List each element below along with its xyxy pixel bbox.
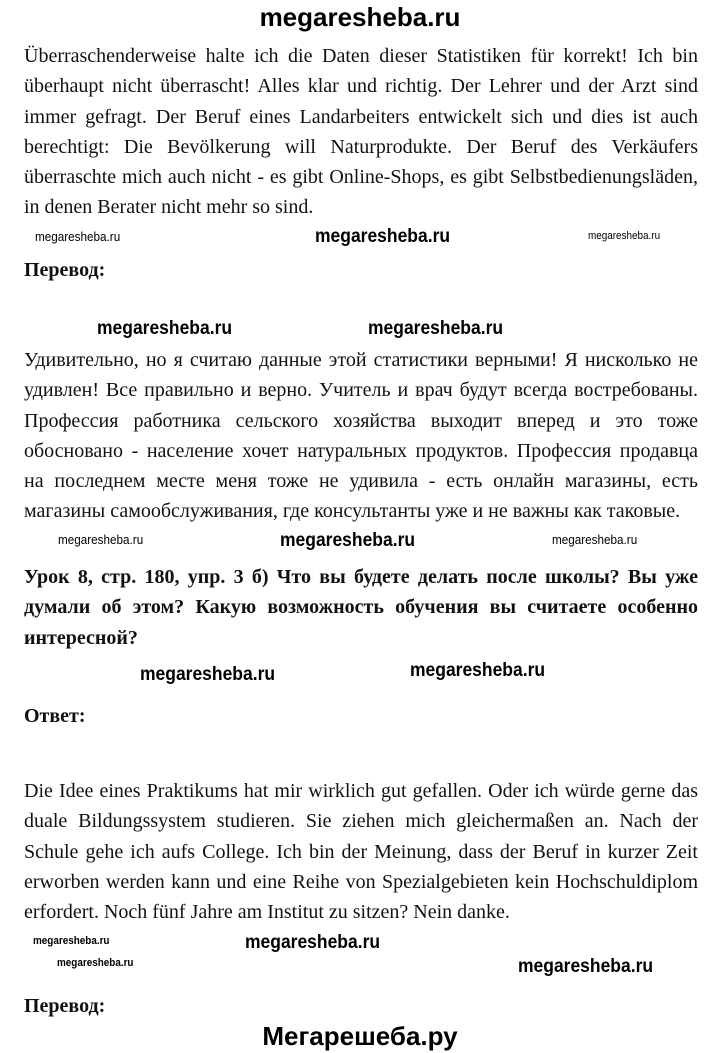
paragraph-german-1 xyxy=(24,41,698,223)
text-line: на последнем месте меня тоже не удивила - есть онлайн магазины, есть xyxy=(24,470,698,493)
text-line: überhaupt nicht überrascht! Alles klar und richtig. Der Lehrer und der Arzt sind xyxy=(24,75,698,98)
text-line: duale Bildungssystem studieren. Sie ziehen mich gleichermaßen an. Nach der xyxy=(24,810,698,833)
text-line: in denen Berater nicht mehr so sind. xyxy=(24,196,314,219)
site-header: megaresheba.ru xyxy=(259,2,461,32)
watermark: megaresheba.ru xyxy=(280,530,416,551)
task-heading xyxy=(24,562,698,653)
watermark: megaresheba.ru xyxy=(518,956,654,977)
text-line: berechtigt: Die Bevölkerung will Naturprodukte. Der Beruf des Verkäufers xyxy=(24,135,698,158)
watermark: megaresheba.ru xyxy=(57,957,134,969)
heading-line: думали об этом? Какую возможность обучения вы считаете особенно xyxy=(24,596,698,619)
watermark: megaresheba.ru xyxy=(552,532,638,547)
watermark: megaresheba.ru xyxy=(588,230,661,242)
text-line: Die Idee eines Praktikums hat mir wirklich gut gefallen. Oder ich würde gerne das xyxy=(24,780,698,802)
heading-line: Урок 8, стр. 180, упр. 3 б) Что вы будете делать после школы? Вы уже xyxy=(24,566,698,588)
watermark: megaresheba.ru xyxy=(58,532,144,547)
text-line: überraschte mich auch nicht - es gibt Online-Shops, es gibt Selbstbedienungsläden, xyxy=(24,166,698,189)
text-line: Überraschenderweise halte ich die Daten dieser Statistiken für korrekt! Ich bin xyxy=(24,45,698,67)
text-line: магазины самообслуживания, где консультанты уже и не важны как таковые. xyxy=(24,500,681,523)
watermark: megaresheba.ru xyxy=(97,318,233,339)
heading-line: интересной? xyxy=(24,626,138,649)
watermark: megaresheba.ru xyxy=(368,318,504,339)
text-line: immer gefragt. Der Beruf eines Landarbeiters entwickelt sich und dies ist auch xyxy=(24,105,698,128)
text-line: Schule gehe ich aufs College. Ich bin der Meinung, dass der Beruf in kurzer Zeit xyxy=(24,840,698,863)
text-line: erworben werden kann und eine Reihe von Spezialgebieten kein Hochschuldiplom xyxy=(24,870,698,893)
paragraph-russian-1 xyxy=(24,345,698,527)
translation-label: Перевод: xyxy=(24,259,106,281)
text-line: удивлен! Все правильно и верно. Учитель и врач будут всегда востребованы. xyxy=(24,379,698,402)
text-line: обосновано - население хочет натуральных продуктов. Профессия продавца xyxy=(24,439,698,462)
text-line: erfordert. Noch fünf Jahre am Institut zu sitzen? Nein danke. xyxy=(24,901,510,924)
text-line: Профессия работника сельского хозяйства выходит вперед и это тоже xyxy=(24,409,698,432)
site-footer: Мегарешеба.ру xyxy=(262,1021,458,1051)
watermark: megaresheba.ru xyxy=(140,664,276,685)
watermark: megaresheba.ru xyxy=(410,660,546,681)
watermark: megaresheba.ru xyxy=(245,932,381,953)
paragraph-german-2 xyxy=(24,776,698,927)
watermark: megaresheba.ru xyxy=(33,935,110,947)
translation-label: Перевод: xyxy=(24,995,106,1017)
answer-label: Ответ: xyxy=(24,705,86,727)
watermark: megaresheba.ru xyxy=(35,229,121,244)
watermark: megaresheba.ru xyxy=(315,226,451,247)
text-line: Удивительно, но я считаю данные этой статистики верными! Я нисколько не xyxy=(24,349,698,371)
